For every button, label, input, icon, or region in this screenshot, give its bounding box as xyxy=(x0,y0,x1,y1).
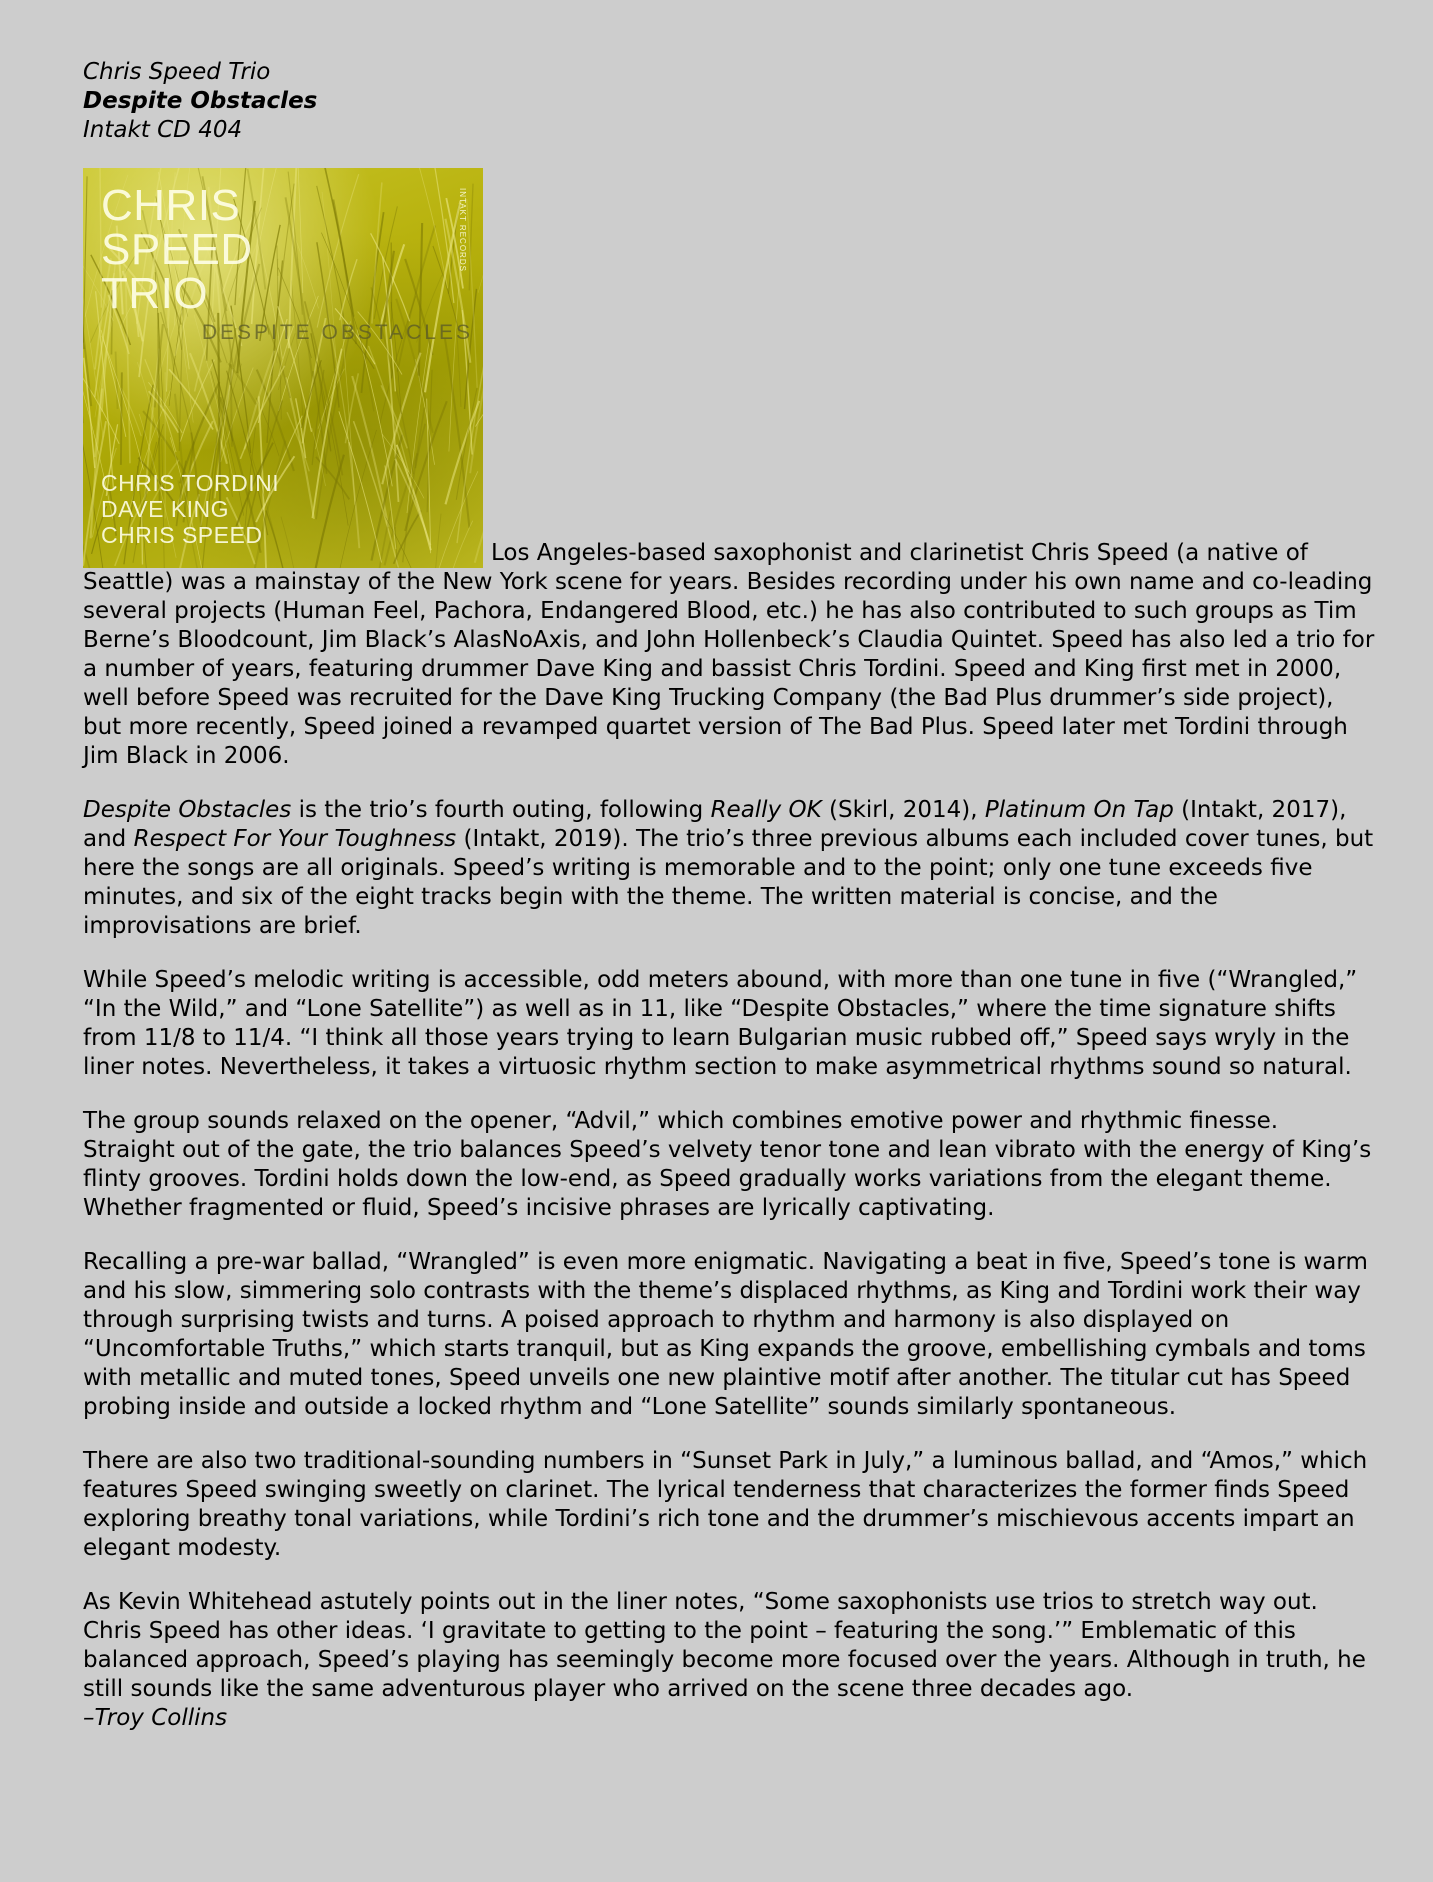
album-title-ref: Respect For Your Toughness xyxy=(133,826,457,852)
grass-blade xyxy=(231,364,232,447)
album-title-ref: Platinum On Tap xyxy=(984,797,1174,823)
grass-blade xyxy=(451,521,473,568)
grass-blade xyxy=(281,517,294,568)
album-title-ref: Really OK xyxy=(710,797,822,823)
grass-blade xyxy=(475,504,483,563)
cover-album-title: DESPITE OBSTACLES xyxy=(201,321,473,344)
grass-blade xyxy=(84,358,95,468)
review-author-signature: –Troy Collins xyxy=(83,1705,228,1731)
artist-name: Chris Speed Trio xyxy=(83,59,271,85)
grass-blade xyxy=(445,339,469,528)
review-paragraph-2: Despite Obstacles is the trio’s fourth outing, following Really OK (Skirl, 2014), Platinum On Tap (Intakt, 2017), and Respect For Your Toughness (Intakt, 2019). The trio’s three previous albums each included cover tunes, but here the songs are all originals. Speed’s writing is memorable and to the point; only one tune exceeds five minutes, and six of the eight tracks begin with the theme. The written material is concise, and the improvisations are brief. xyxy=(83,797,1374,939)
album-cover-image xyxy=(83,168,483,568)
catalog-number: Intakt CD 404 xyxy=(83,117,243,143)
grass-blade xyxy=(353,421,398,567)
grass-blade xyxy=(478,179,483,293)
grass-blade xyxy=(438,471,478,568)
grass-blade xyxy=(121,372,122,464)
album-title-ref: Despite Obstacles xyxy=(83,797,292,823)
album-header xyxy=(83,58,1375,145)
cover-artist-name: CHRIS SPEED TRIO xyxy=(101,181,253,318)
grass-blade xyxy=(83,176,87,342)
grass-blade xyxy=(382,512,416,568)
grass-blade xyxy=(286,197,314,384)
review-paragraph-3: While Speed’s melodic writing is accessible, odd meters abound, with more than one tune in five (“Wrangled,” “In the Wild,” and “Lone Satellite”) as well as in 11, like “Despite Obstacles,” where the time signature shifts from 11/8 to 11/4. “I think all those years trying to learn Bulgarian music rubbed off,” Speed says wryly in the liner notes. Nevertheless, it takes a virtuosic rhythm section to make asymmetrical rhythms sound so natural. xyxy=(83,967,1358,1080)
review-body xyxy=(83,168,1375,1733)
album-title: Despite Obstacles xyxy=(83,88,318,114)
grass-blade xyxy=(465,289,477,409)
review-paragraph-1: CHRIS SPEED TRIO DESPITE OBSTACLES CHRIS TORDINI DAVE KING CHRIS SPEED INTAKT RECORDS Los Angeles-based saxophonist and clarinetist Chris Speed (a native of Seattle) was a mainstay of the New York scene for years. Besides recording under his own name and co-leading several projects (Human Feel, Pachora, Endangered Blood, etc.) he has also contributed to such groups as Tim Berne’s Bloodcount, Jim Black’s AlasNoAxis, and John Hollenbeck’s Claudia Quintet. Speed has also led a trio for a number of years, featuring drummer Dave King and bassist Chris Tordini. Speed and King first met in 2000, well before Speed was recruited for the Dave King Trucking Company (the Bad Plus drummer’s side project), but more recently, Speed joined a revamped quartet version of The Bad Plus. Speed later met Tordini through Jim Black in 2006. xyxy=(83,168,1375,771)
review-paragraph-4: The group sounds relaxed on the opener, “Advil,” which combines emotive power and rhythmic finesse. Straight out of the gate, the trio balances Speed’s velvety tenor tone and lean vibrato with the energy of King’s flinty grooves. Tordini holds down the low-end, as Speed gradually works variations from the elegant theme. Whether fragmented or fluid, Speed’s incisive phrases are lyrically captivating. xyxy=(83,1108,1372,1221)
review-paragraph-7: As Kevin Whitehead astutely points out in the liner notes, “Some saxophonists use trios to stretch way out. Chris Speed has other ideas. ‘I gravitate to getting to the point – featuring the song.’” Emblematic of this balanced approach, Speed’s playing has seemingly become more focused over the years. Although in truth, he still sounds like the same adventurous player who arrived on the scene three decades ago. xyxy=(83,1589,1366,1702)
grass-blade xyxy=(290,225,319,309)
cover-imprint: INTAKT RECORDS xyxy=(458,188,467,272)
grass-blade xyxy=(435,514,441,568)
review-paragraph-5: Recalling a pre-war ballad, “Wrangled” is even more enigmatic. Navigating a beat in five, Speed’s tone is warm and his slow, simmering solo contrasts with the theme’s displaced rhythms, as King and Tordini work their way through surprising twists and turns. A poised approach to rhythm and harmony is also displayed on “Uncomfortable Truths,” which starts tranquil, but as King expands the groove, embellishing cymbals and toms with metallic and muted tones, Speed unveils one new plaintive motif after another. The titular cut has Speed probing inside and outside a locked rhythm and “Lone Satellite” sounds similarly spontaneous. xyxy=(83,1249,1368,1420)
grass-blade xyxy=(449,253,461,451)
cover-member-list: CHRIS TORDINI DAVE KING CHRIS SPEED xyxy=(101,470,280,548)
review-paragraph-6: There are also two traditional-sounding numbers in “Sunset Park in July,” a luminous ballad, and “Amos,” which features Speed swinging sweetly on clarinet. The lyrical tenderness that characterizes the former finds Speed exploring breathy tonal variations, while Tordini’s rich tone and the drummer’s mischievous accents impart an elegant modesty. xyxy=(83,1448,1368,1561)
